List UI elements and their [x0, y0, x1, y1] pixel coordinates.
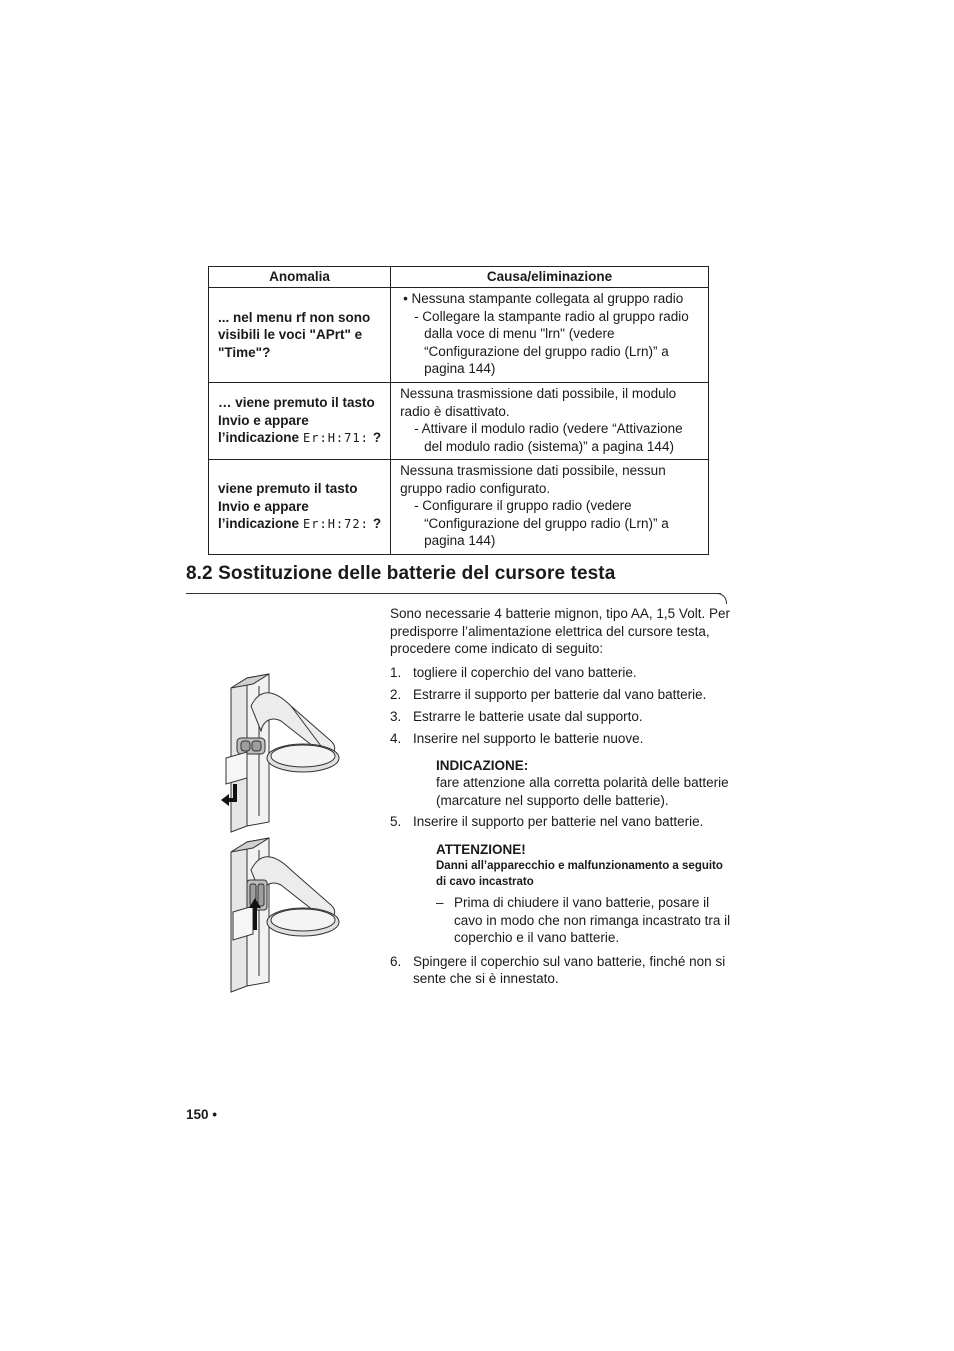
note-text: fare attenzione alla corretta polarità delle batterie (marcature nel supporto delle batterie). — [436, 775, 729, 808]
table-row — [209, 288, 709, 383]
page-number: 150 • — [186, 1107, 218, 1122]
note-block — [436, 757, 735, 810]
dash-marker: – — [436, 895, 444, 911]
display-code: Er:H:72: — [303, 517, 369, 531]
anomaly-cell — [209, 383, 391, 460]
cause-sub-line: - Configurare il gruppo radio (vedere “Configurazione del gruppo radio (Lrn)” a pagina 144) — [414, 498, 669, 548]
step-number: 1. — [390, 664, 402, 680]
section-title: 8.2 Sostituzione delle batterie del cursore testa — [186, 563, 616, 584]
note-title: INDICAZIONE: — [436, 757, 529, 773]
table-row — [209, 383, 709, 460]
step-text: Inserire il supporto per batterie nel vano batterie. — [413, 814, 704, 830]
cause-line: Nessuna trasmissione dati possibile, nessun gruppo radio configurato. — [400, 463, 666, 496]
cause-cell — [391, 288, 709, 383]
warning-subtitle: Danni all’apparecchio e malfunzionamento a seguito di cavo incastrato — [436, 860, 723, 889]
cause-sub-line: - Collegare la stampante radio al gruppo radio dalla voce di menu "lrn" (vedere “Configurazione del gruppo radio (Lrn)” a pagina 144) — [414, 308, 689, 376]
cause-line: Nessuna trasmissione dati possibile, il modulo radio è disattivato. — [400, 386, 677, 419]
list-item — [390, 708, 735, 726]
steps-list — [390, 813, 735, 831]
step-number: 4. — [390, 731, 402, 747]
table-header-row — [209, 267, 709, 288]
step-number: 3. — [390, 709, 402, 725]
column-header-cause: Causa/eliminazione — [391, 267, 709, 288]
cause-sub-line: - Attivare il modulo radio (vedere “Attivazione del modulo radio (sistema)” a pagina 144) — [414, 421, 683, 454]
cause-line: • Nessuna stampante collegata al gruppo radio — [403, 291, 684, 306]
step-text: Inserire nel supporto le batterie nuove. — [413, 731, 644, 747]
cause-cell — [391, 460, 709, 555]
column-header-anomaly: Anomalia — [209, 267, 391, 288]
section-divider-hook — [716, 593, 727, 604]
warning-title: ATTENZIONE! — [436, 841, 526, 857]
instructions-text — [390, 605, 735, 993]
battery-removal-illustration-icon — [221, 666, 346, 836]
list-item — [390, 664, 735, 682]
intro-paragraph: Sono necessarie 4 batterie mignon, tipo AA, 1,5 Volt. Per predisporre l’alimentazione elettrica del cursore testa, procedere come indicato di seguito: — [390, 606, 730, 656]
step-number: 2. — [390, 686, 402, 702]
anomaly-text: … viene premuto il tasto Invio e appare l’indicazione — [218, 395, 375, 446]
warning-item — [436, 894, 735, 947]
step-number: 6. — [390, 953, 402, 969]
list-item — [390, 730, 735, 748]
battery-insertion-illustration-icon — [221, 836, 346, 996]
anomaly-text: viene premuto il tasto Invio e appare l’indicazione — [218, 481, 358, 531]
step-text: Spingere il coperchio sul vano batterie, finché non si sente che si è innestato. — [413, 953, 726, 987]
anomaly-cell: ... nel menu rf non sono visibili le voci "APrt" e "Time"? — [209, 288, 391, 383]
anomaly-cell — [209, 460, 391, 555]
step-number: 5. — [390, 814, 402, 830]
cause-cell — [391, 383, 709, 460]
warning-block — [436, 841, 735, 947]
question-mark: ? — [372, 430, 382, 446]
list-item — [390, 813, 735, 831]
troubleshooting-table — [208, 266, 709, 555]
list-item — [390, 686, 735, 704]
step-text: Estrarre il supporto per batterie dal vano batterie. — [413, 686, 707, 702]
step-text: Estrarre le batterie usate dal supporto. — [413, 709, 643, 725]
display-code: Er:H:71: — [303, 431, 369, 446]
section-divider — [186, 593, 721, 594]
warning-item-text: Prima di chiudere il vano batterie, posare il cavo in modo che non rimanga incastrato tra il coperchio e il vano batterie. — [454, 895, 731, 946]
question-mark: ? — [372, 516, 382, 531]
list-item — [390, 953, 735, 988]
steps-list — [390, 953, 735, 988]
steps-list — [390, 664, 735, 748]
step-text: togliere il coperchio del vano batterie. — [413, 664, 637, 680]
table-row — [209, 460, 709, 555]
